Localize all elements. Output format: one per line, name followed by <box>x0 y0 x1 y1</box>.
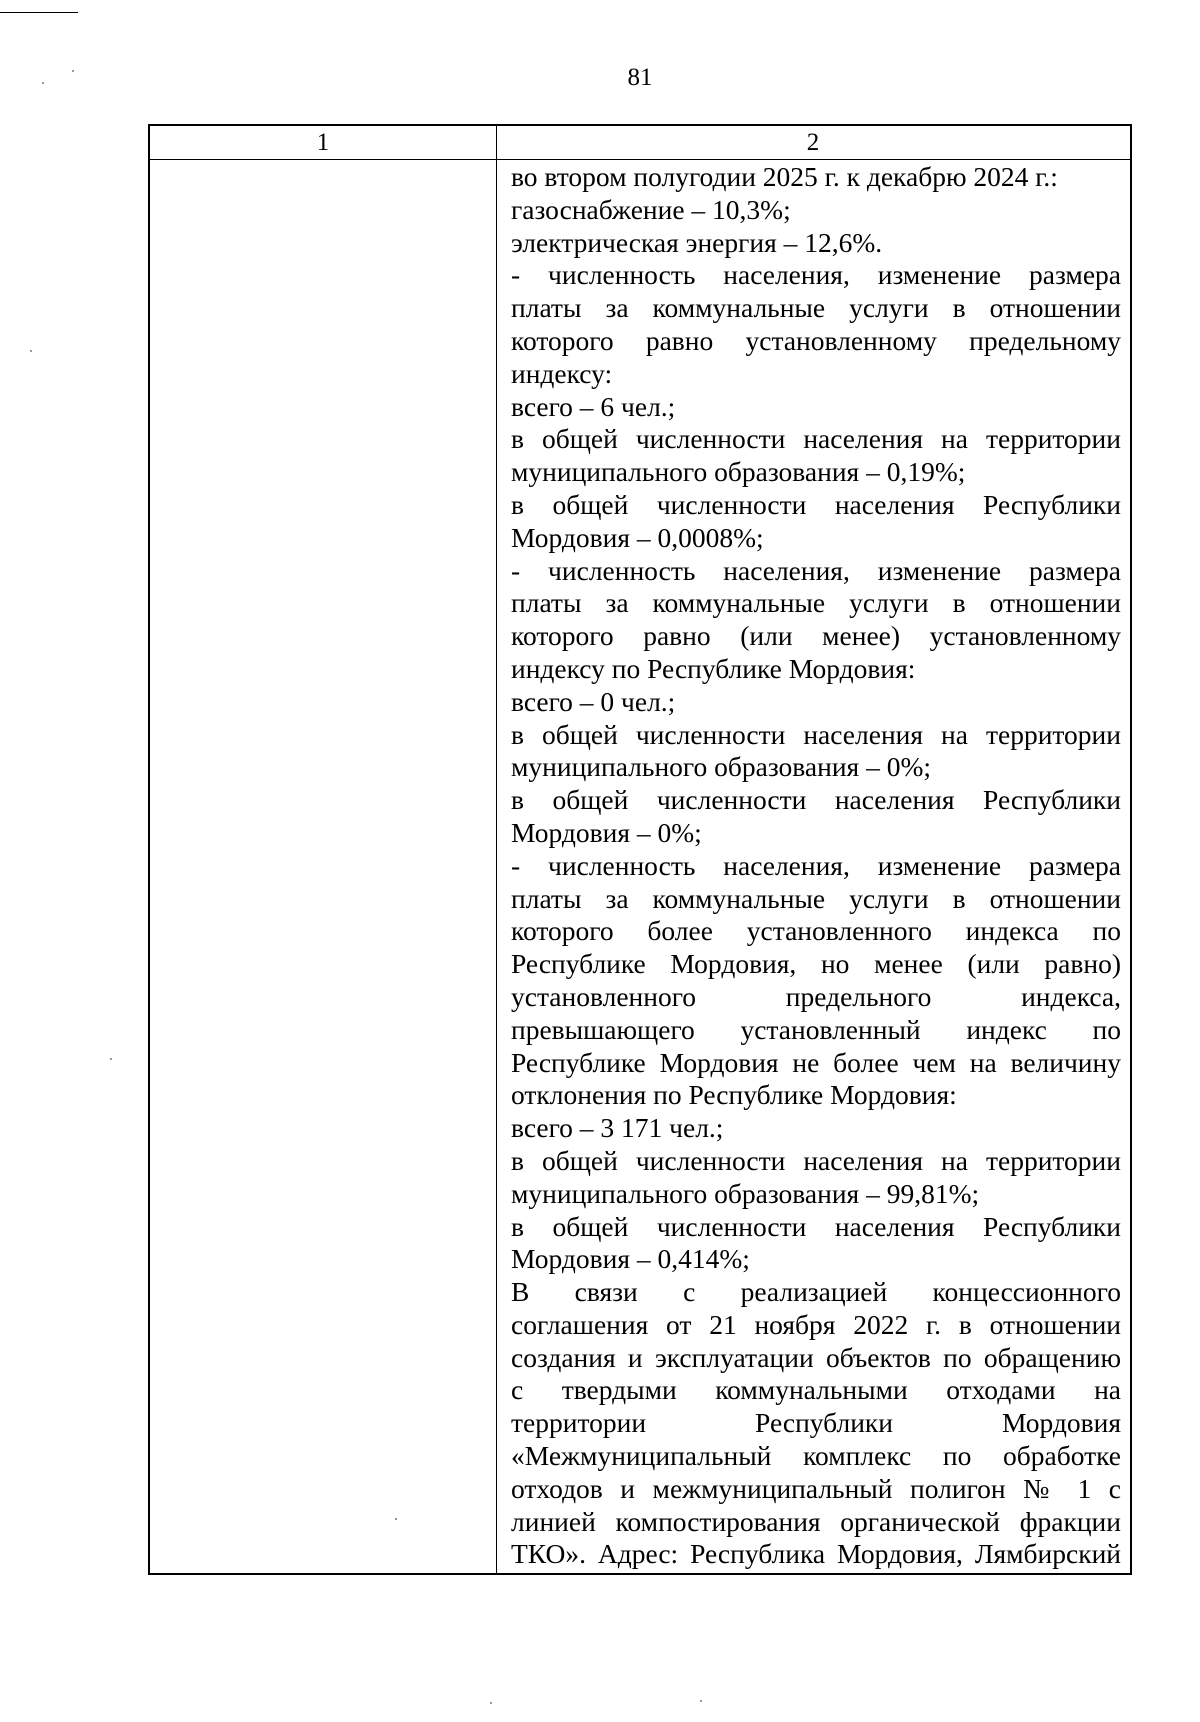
document-table <box>148 124 1132 1575</box>
column-divider <box>496 126 497 1573</box>
scan-speck <box>110 1058 112 1060</box>
text-line: во втором полугодии 2025 г. к декабрю 2024 г.: <box>511 161 1058 192</box>
column-header-1: 1 <box>316 129 330 156</box>
scan-speck <box>490 1702 492 1704</box>
text-line: создания и эксплуатации объектов по обращению <box>511 1341 1121 1373</box>
scan-corner-mark <box>0 12 78 13</box>
text-line: Мордовия – 0,0008%; <box>511 521 764 553</box>
page-number: 81 <box>627 64 653 91</box>
text-line: в общей численности населения на территории <box>511 1144 1121 1176</box>
text-line: всего – 6 чел.; <box>511 390 676 422</box>
scan-speck <box>42 82 44 84</box>
text-line: Мордовия – 0,414%; <box>511 1243 750 1275</box>
text-line: отклонения по Республике Мордовия: <box>511 1079 957 1111</box>
column-header-2: 2 <box>806 129 820 156</box>
text-line: «Межмуниципальный комплекс по обработке <box>511 1440 1121 1472</box>
text-line: муниципального образования – 99,81%; <box>511 1177 980 1209</box>
text-line: в общей численности населения Республики <box>511 488 1121 520</box>
scan-speck <box>700 1700 702 1702</box>
text-line: которого равно установленному предельному <box>511 324 1121 356</box>
text-line: индексу по Республике Мордовия: <box>511 652 916 684</box>
text-line: платы за коммунальные услуги в отношении <box>511 882 1121 914</box>
text-line: В связи с реализацией концессионного <box>511 1276 1121 1308</box>
text-line: Мордовия – 0%; <box>511 816 702 848</box>
table-header-row <box>150 126 1130 160</box>
text-line: территории Республики Мордовия <box>511 1407 1121 1439</box>
text-line: линией компостирования органической фракции <box>511 1505 1121 1537</box>
text-line: в общей численности населения Республики <box>511 1210 1121 1242</box>
text-line: которого более установленного индекса по <box>511 915 1121 947</box>
text-line: электрическая энергия – 12,6%. <box>511 226 883 258</box>
text-line: платы за коммунальные услуги в отношении <box>511 292 1121 324</box>
scan-speck <box>30 350 32 352</box>
scan-speck <box>395 1518 397 1520</box>
text-line: которого равно (или менее) установленному <box>511 620 1121 652</box>
text-line: - численность населения, изменение размера <box>511 849 1121 881</box>
text-line: муниципального образования – 0,19%; <box>511 456 966 488</box>
table-cell-column-2 <box>511 161 1121 1571</box>
text-line: - численность населения, изменение размера <box>511 259 1121 291</box>
text-line: Республике Мордовия не более чем на величину <box>511 1046 1121 1078</box>
text-line: превышающего установленный индекс по <box>511 1013 1121 1045</box>
text-line: индексу: <box>511 357 613 389</box>
text-line: соглашения от 21 ноября 2022 г. в отношении <box>511 1308 1121 1340</box>
text-line: в общей численности населения на территории <box>511 423 1121 455</box>
text-line: всего – 3 171 чел.; <box>511 1112 724 1144</box>
text-line: отходов и межмуниципальный полигон № 1 с <box>511 1472 1121 1504</box>
text-line: в общей численности населения Республики <box>511 784 1121 816</box>
text-line: с твердыми коммунальными отходами на <box>511 1374 1121 1406</box>
text-line: в общей численности населения на территории <box>511 718 1121 750</box>
text-line: платы за коммунальные услуги в отношении <box>511 587 1121 619</box>
text-line: ТКО». Адрес: Республика Мордовия, Лямбирский <box>511 1538 1121 1570</box>
text-line: газоснабжение – 10,3%; <box>511 193 791 225</box>
text-line: всего – 0 чел.; <box>511 685 676 717</box>
text-line: установленного предельного индекса, <box>511 980 1121 1012</box>
scan-speck <box>72 70 74 72</box>
text-line: - численность населения, изменение размера <box>511 554 1121 586</box>
text-line: муниципального образования – 0%; <box>511 751 931 783</box>
text-line: Республике Мордовия, но менее (или равно) <box>511 948 1121 980</box>
